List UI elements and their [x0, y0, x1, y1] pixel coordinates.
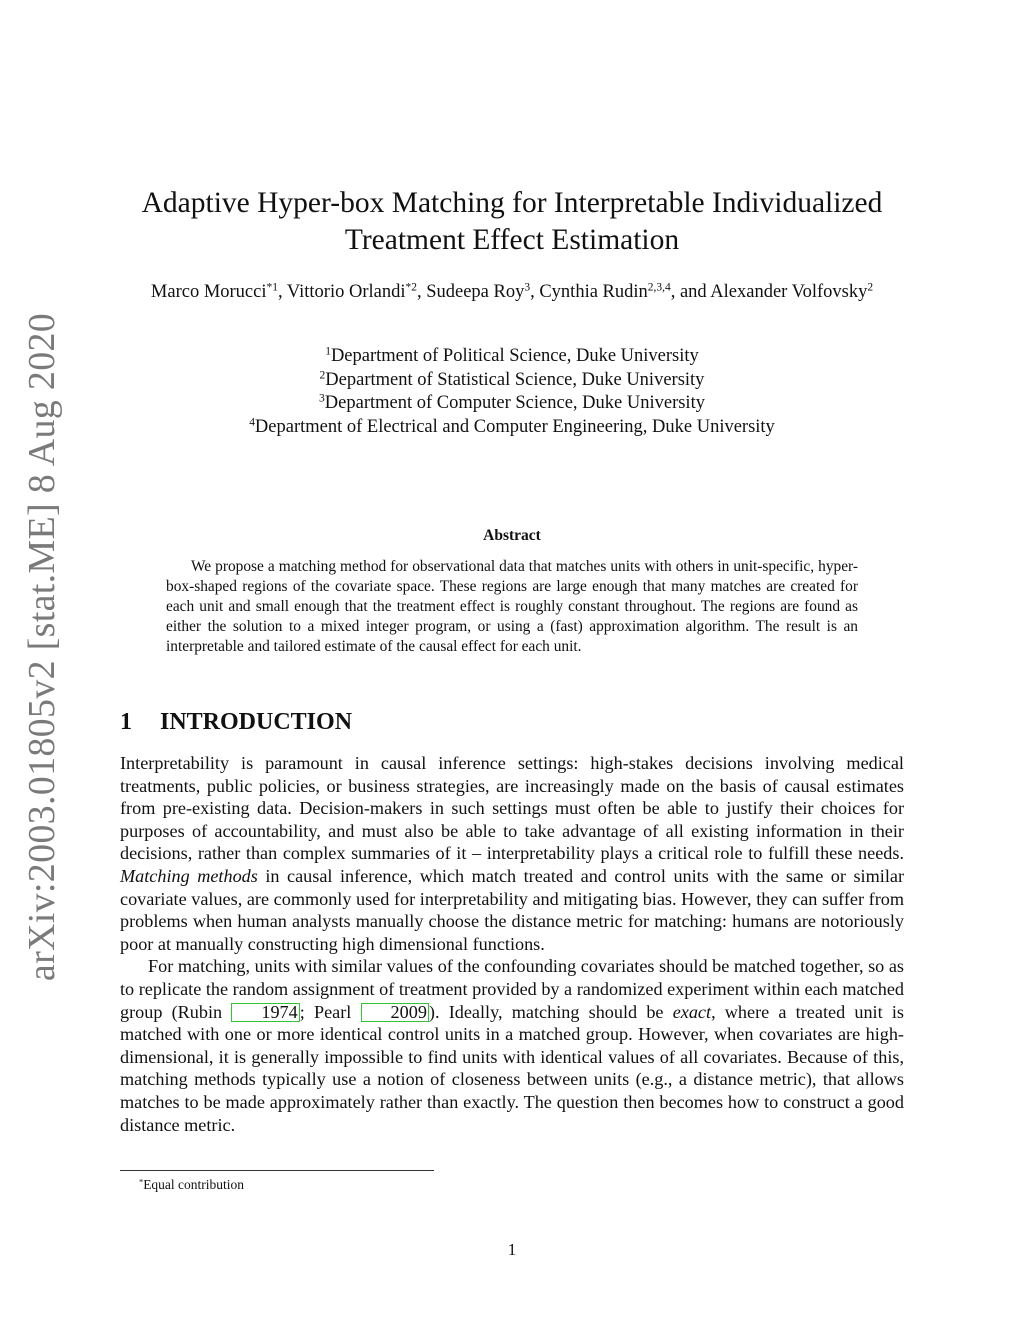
author-marker: *2 [405, 281, 417, 294]
affiliation: $^1$Department of Political Science, Duke University [325, 345, 699, 366]
citation-link[interactable]: 1974 [231, 1003, 299, 1022]
page-number: 1 [507, 1240, 517, 1259]
body-text [120, 752, 904, 1136]
footnote-text: Equal contribution [143, 1177, 245, 1192]
affiliation: $^2$Department of Statistical Science, Duke University [319, 369, 705, 390]
author-name: Vittorio Orlandi [286, 282, 406, 302]
paper-title [120, 185, 904, 259]
author-name: Marco Morucci [150, 282, 267, 302]
title-line-2: Treatment Effect Estimation [344, 224, 680, 256]
author-name: Alexander Volfovsky [710, 282, 868, 302]
footnote-marker: * [139, 1177, 144, 1187]
author-marker: 2 [867, 281, 874, 294]
arxiv-identifier [12, 312, 72, 982]
citation-link[interactable]: 2009 [361, 1003, 429, 1022]
abstract-heading: Abstract [483, 527, 541, 544]
author-name: Sudeepa Roy [426, 282, 525, 302]
author-marker: 2,3,4 [647, 281, 671, 294]
affiliation: $^3$Department of Computer Science, Duke University [319, 392, 705, 413]
section-heading [120, 707, 352, 737]
section-title: INTRODUCTION [160, 709, 353, 735]
author-list: Marco Morucci$^{*1}$, Vittorio Orlandi$^{*2}$, Sudeepa Roy$^3$, Cynthia Rudin$^{2,3,4}$, and Alexander Volfovsky$^2$ [150, 281, 874, 302]
footnote-divider [120, 1170, 434, 1171]
paragraph: For matching, units with similar values of the confounding covariates should be matched together, so as to replicate the random assignment of treatment provided by a randomized experiment within each matched group (Rubin 1974 ; Pearl 2009 ). Ideally, matching should be exact, where a treated unit is matched with one or more identical control units in a matched group. However, when covariates are high-dimensional, it is generally impossible to find units with identical values of all covariates. Because of this, matching methods typically use a notion of closeness between units (e.g., a distance metric), that allows matches to be made approximately rather than exactly. The question then becomes how to construct a good distance metric. [120, 956, 904, 1135]
title-line-1: Adaptive Hyper-box Matching for Interpretable Individualized [141, 187, 883, 219]
author-marker: 3 [524, 281, 531, 294]
author-name: Cynthia Rudin [539, 282, 648, 302]
emphasis: exact [672, 1001, 712, 1022]
affiliation: $^4$Department of Electrical and Computer Engineering, Duke University [249, 416, 775, 437]
arxiv-identifier-text: arXiv:2003.01805v2 [stat.ME] 8 Aug 2020 [21, 312, 64, 982]
emphasis: Matching methods [120, 865, 258, 886]
section-number: 1 [120, 709, 132, 735]
footnote [139, 1176, 244, 1193]
abstract-text: We propose a matching method for observational data that matches units with others in unit-specific, hyper-box-shaped regions of the covariate space. These regions are large enough that many matches are created for each unit and small enough that the treatment effect is roughly constant throughout. The regions are found as either the solution to a mixed integer program, or using a (fast) approximation algorithm. The result is an interpretable and tailored estimate of the causal effect for each unit. [166, 558, 858, 656]
author-marker: *1 [266, 281, 278, 294]
affiliation-list [120, 345, 904, 439]
paragraph: Interpretability is paramount in causal inference settings: high-stakes decisions involving medical treatments, public policies, or business strategies, are increasingly made on the basis of causal estimates from pre-existing data. Decision-makers in such settings must often be able to justify their choices for purposes of accountability, and must also be able to take advantage of all existing information in their decisions, rather than complex summaries of it – interpretability plays a critical role to fulfill these needs. Matching methods in causal inference, which match treated and control units with the same or similar covariate values, are commonly used for interpretability and mitigating bias. However, they can suffer from problems when human analysts manually choose the distance metric for matching: humans are notoriously poor at manually constructing high dimensional functions. [120, 753, 904, 954]
